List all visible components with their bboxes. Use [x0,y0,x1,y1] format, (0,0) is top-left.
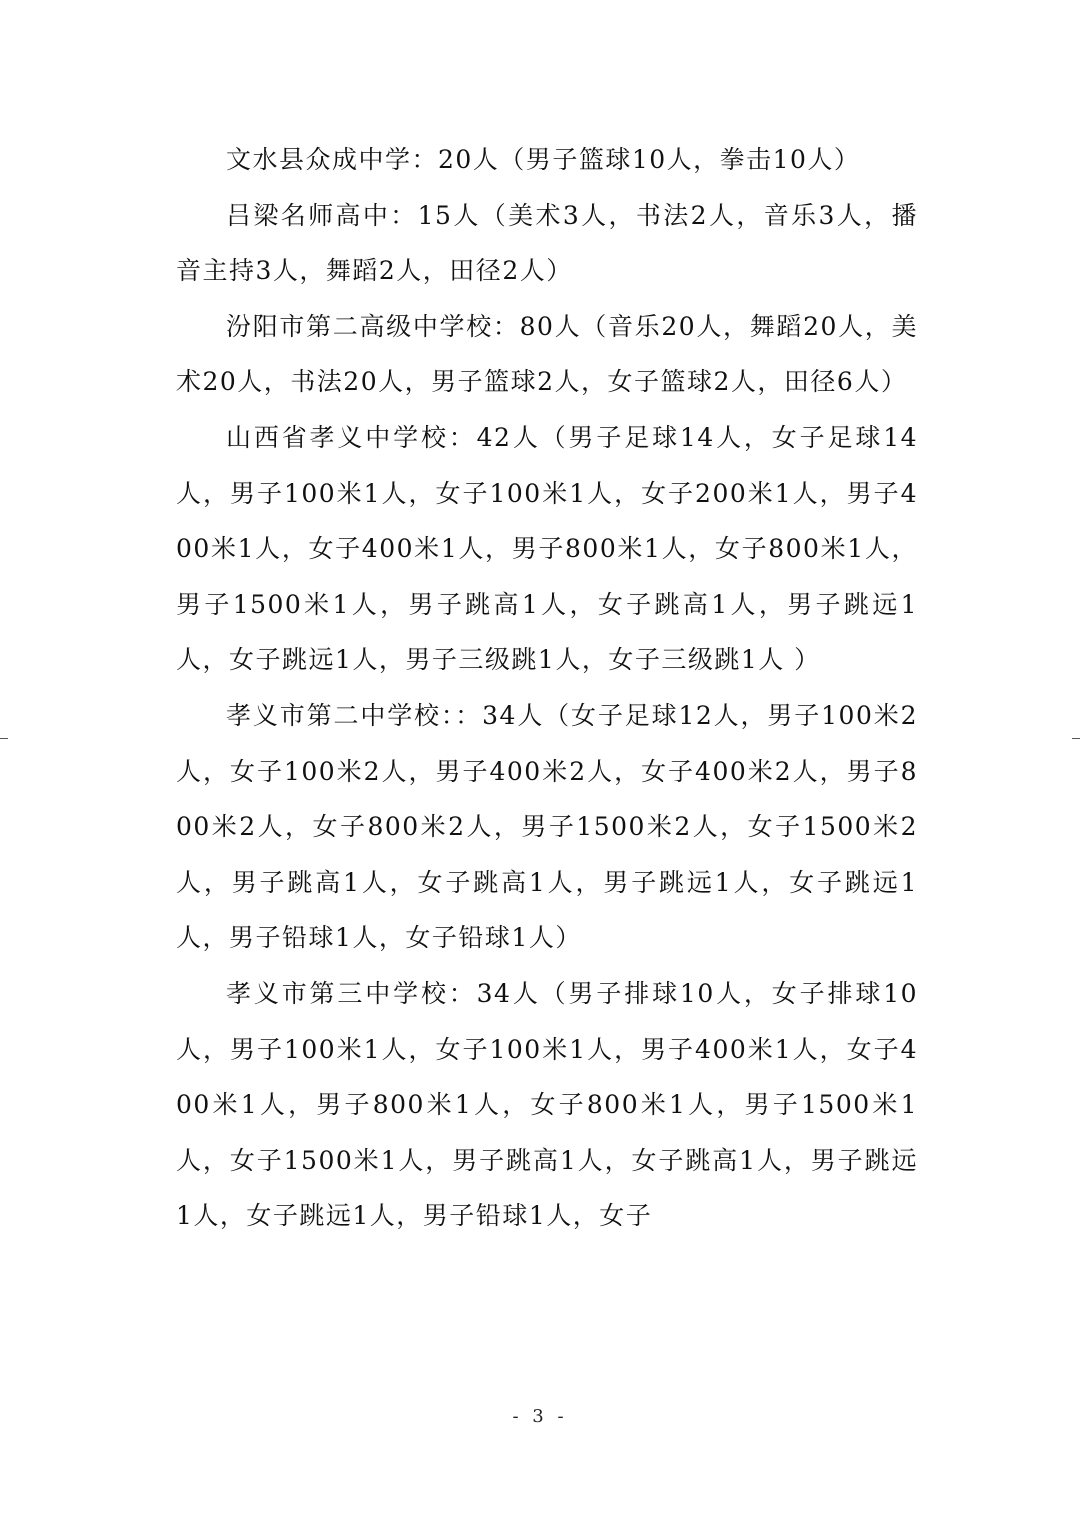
paragraph-xiaoyi-middle-school: 山西省孝义中学校：42人（男子足球14人，女子足球14人，男子100米1人，女子100米1人，女子200米1人，男子400米1人，女子400米1人，男子800米1人，女子800米1人，男子1500米1人，男子跳高1人，女子跳高1人，男子跳远1人，女子跳远1人，男子三级跳1人，女子三级跳1人 ） [176,422,918,675]
paragraph-xiaoyi-third-middle: 孝义市第三中学校：34人（男子排球10人，女子排球10人，男子100米1人，女子100米1人，男子400米1人，女子400米1人，男子800米1人，女子800米1人，男子1500米1人，女子1500米1人，男子跳高1人，女子跳高1人，男子跳远1人，女子跳远1人，男子铅球1人，女子 [176,978,918,1231]
paragraph-wenshui-zhongcheng: 文水县众成中学：20人（男子篮球10人，拳击10人） [226,145,861,174]
paragraph-lvliang-mingshi: 吕梁名师高中：15人（美术3人，书法2人，音乐3人，播音主持3人，舞蹈2人，田径2人） [176,200,918,286]
paragraph-xiaoyi-second-middle: 孝义市第二中学校：：34人（女子足球12人，男子100米2人，女子100米2人，男子400米2人，女子400米2人，男子800米2人，女子800米2人，男子1500米2人，女子1500米2人，男子跳高1人，女子跳高1人，男子跳远1人，女子跳远1人，男子铅球1人，女子铅球1人） [176,700,918,953]
left-margin-mark [0,738,8,739]
right-margin-mark [1072,738,1080,739]
paragraph-fenyang-second-high: 汾阳市第二高级中学校：80人（音乐20人，舞蹈20人，美术20人，书法20人，男子篮球2人，女子篮球2人，田径6人） [176,311,918,397]
page-number: - 3 - [512,1406,568,1427]
document-body [176,132,918,1244]
